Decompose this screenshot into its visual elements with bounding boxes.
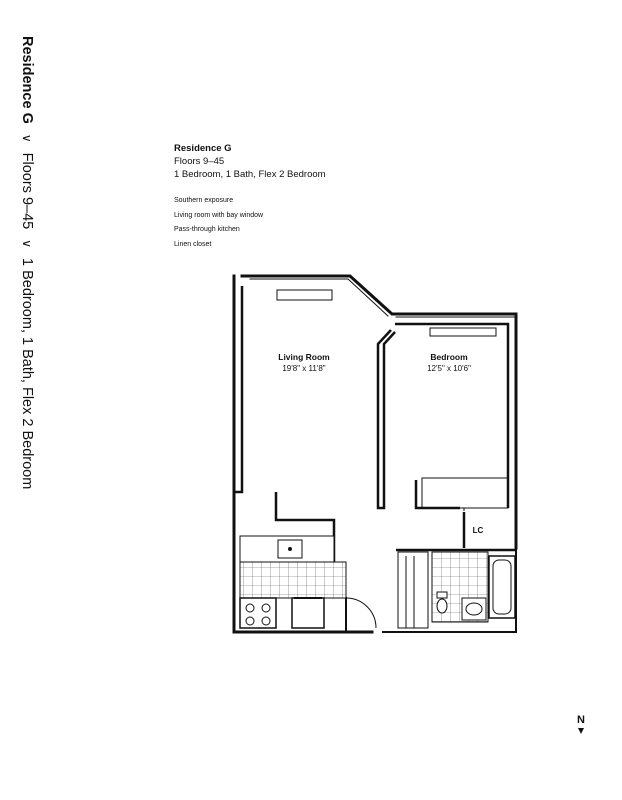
feature-item: Living room with bay window: [174, 211, 264, 219]
side-title-floors: Floors 9–45: [19, 152, 35, 230]
linen-closet-label: LC: [472, 526, 484, 535]
side-title-residence: Residence G: [19, 36, 35, 124]
bedroom-label: Bedroom: [430, 352, 468, 362]
kitchen: [240, 536, 346, 628]
chevron-down-icon: ∨: [20, 133, 34, 143]
feature-item: Southern exposure: [174, 197, 234, 204]
living-room-dims: 19'8" x 11'8": [282, 364, 326, 373]
residence-floors: Floors 9–45: [174, 156, 225, 167]
residence-name: Residence G: [174, 143, 232, 154]
entry-door-icon: [346, 598, 376, 632]
stove-icon: [240, 598, 276, 628]
hall-closet: [398, 552, 428, 628]
toilet-icon: [437, 599, 447, 613]
living-room-label: Living Room: [278, 352, 330, 362]
chevron-down-icon: ∨: [20, 239, 34, 249]
bedroom-closet: [422, 478, 508, 508]
north-arrow: [573, 714, 589, 734]
refrigerator-icon: [292, 598, 324, 628]
north-label: N: [577, 714, 585, 726]
feature-item: Linen closet: [174, 240, 212, 248]
arrow-down-icon: [578, 728, 584, 734]
feature-item: Pass-through kitchen: [174, 226, 240, 233]
residence-layout: 1 Bedroom, 1 Bath, Flex 2 Bedroom: [174, 169, 326, 180]
side-title-layout: 1 Bedroom, 1 Bath, Flex 2 Bedroom: [19, 258, 35, 490]
bedroom-dims: 12'5" x 10'6": [427, 364, 471, 373]
